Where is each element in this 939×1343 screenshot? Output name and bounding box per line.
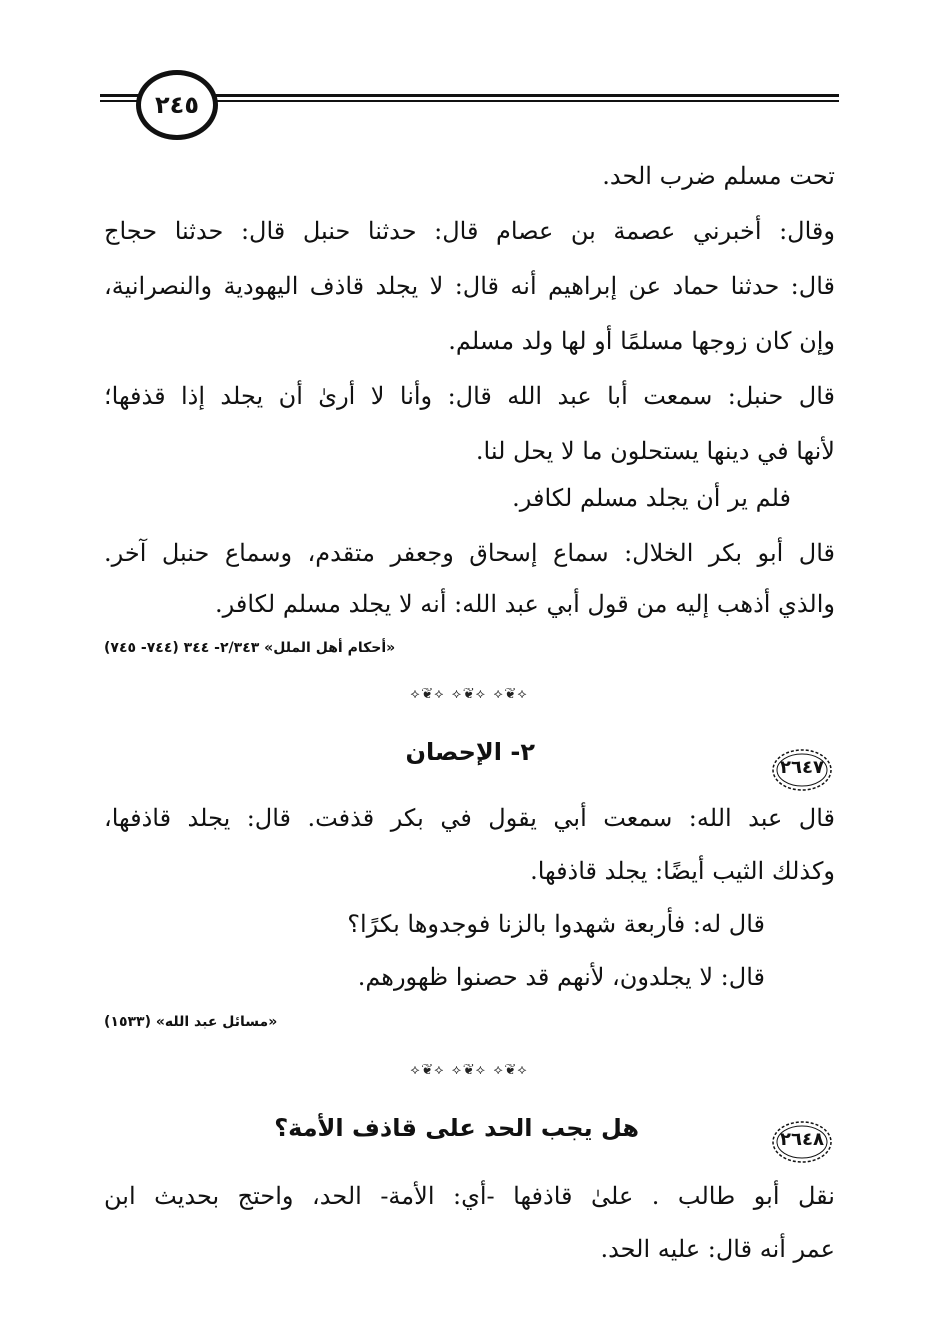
entry-number-badge (771, 748, 833, 792)
source-citation: «مسائل عبد الله» (١٥٣٣) (104, 1014, 278, 1030)
entry-number: ٢٦٤٨ (780, 1129, 824, 1150)
text-line: قال له: فأربعة شهدوا بالزنا فوجدوها بكرًا؟ (347, 910, 765, 938)
text-line: والذي أذهب إليه من قول أبي عبد الله: أنه لا يجلد مسلم لكافر. (214, 590, 835, 618)
text-line: قال: لا يجلدون، لأنهم قد حصنوا ظهورهم. (357, 963, 765, 991)
section-divider-ornament: ⟡❦⟡ ⟡❦⟡ ⟡❦⟡ (410, 686, 529, 702)
entry-number-badge (771, 1120, 833, 1164)
page-number: ٢٤٥ (136, 70, 218, 140)
text-line: وكذلك الثيب أيضًا: يجلد قاذفها. (530, 857, 835, 885)
section-heading: هل يجب الحد على قاذف الأمة؟ (274, 1114, 639, 1142)
text-line: عمر أنه قال: عليه الحد. (600, 1235, 835, 1263)
text-line: قال عبد الله: سمعت أبي يقول في بكر قذفت. قال: يجلد قاذفها، (104, 804, 836, 832)
text-line: قال حنبل: سمعت أبا عبد الله قال: وأنا لا أرىٰ أن يجلد إذا قذفها؛ (104, 382, 835, 410)
text-line: قال أبو بكر الخلال: سماع إسحاق وجعفر متقدم، وسماع حنبل آخر. (104, 539, 835, 567)
text-line: تحت مسلم ضرب الحد. (602, 162, 835, 190)
text-line: لأنها في دينها يستحلون ما لا يحل لنا. (475, 437, 835, 465)
section-divider-ornament: ⟡❦⟡ ⟡❦⟡ ⟡❦⟡ (410, 1062, 529, 1078)
text-line: نقل أبو طالب . علىٰ قاذفها -أي: الأمة- الحد، واحتج بحديث ابن (104, 1182, 835, 1210)
text-line: وإن كان زوجها مسلمًا أو لها ولد مسلم. (448, 327, 835, 355)
text-line: فلم ير أن يجلد مسلم لكافر. (512, 484, 791, 512)
text-line: قال: حدثنا حماد عن إبراهيم أنه قال: لا يجلد قاذف اليهودية والنصرانية، (104, 272, 835, 300)
section-heading: ٢- الإحصان (405, 738, 535, 766)
text-line: وقال: أخبرني عصمة بن عصام قال: حدثنا حنبل قال: حدثنا حجاج (104, 217, 835, 245)
source-citation: «أحكام أهل الملل» ٢/٣٤٣- ٣٤٤ (٧٤٤- ٧٤٥) (104, 640, 396, 656)
entry-number: ٢٦٤٧ (780, 757, 824, 778)
